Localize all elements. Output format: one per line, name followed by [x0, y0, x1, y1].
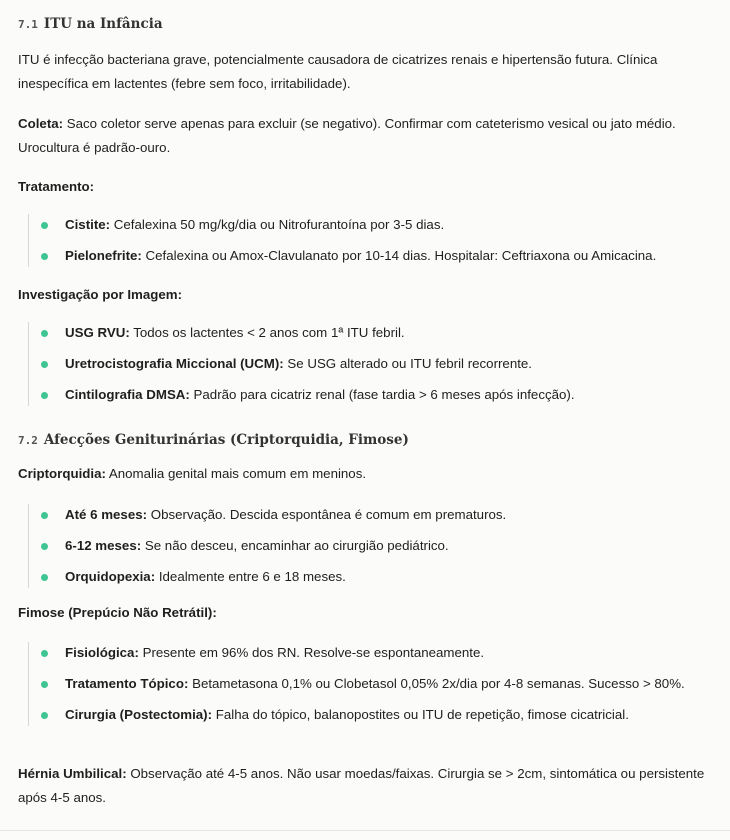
section-7-2-title — [18, 432, 409, 448]
item-label: USG RVU: — [65, 325, 130, 340]
itu-intro: ITU é infecção bacteriana grave, potencialmente causadora de cicatrizes renais e hipertensão futura. Clínica inespecífica em lactentes (febre sem foco, irritabilidade). — [18, 52, 658, 91]
section-number: 7.2 — [18, 434, 38, 447]
imagem-heading — [18, 283, 718, 307]
criptorquidia-label: Criptorquidia: — [18, 466, 106, 481]
bullet-dot — [41, 543, 48, 550]
hernia-paragraph — [18, 762, 718, 810]
coleta-text: Saco coletor serve apenas para excluir (se negativo). Confirmar com cateterismo vesical ou jato médio. Urocultura é padrão-ouro. — [18, 116, 676, 155]
item-label: Cistite: — [65, 217, 111, 232]
item-label: 6-12 meses: — [65, 538, 142, 553]
item-label: Orquidopexia: — [65, 569, 156, 584]
list-item — [29, 384, 709, 406]
criptorquidia-paragraph — [18, 462, 718, 486]
item-text: Betametasona 0,1% ou Clobetasol 0,05% 2x/dia por 4-8 semanas. Sucesso > 80%. — [188, 676, 685, 691]
item-text: Falha do tópico, balanopostites ou ITU de repetição, fimose cicatricial. — [212, 707, 629, 722]
criptorquidia-list — [28, 504, 709, 588]
list-item — [29, 642, 709, 664]
criptorquidia-text: Anomalia genital mais comum em meninos. — [105, 466, 367, 481]
coleta-label: Coleta: — [18, 116, 64, 131]
bullet-dot — [41, 650, 48, 657]
bullet-dot — [41, 574, 48, 581]
fimose-heading-text: Fimose (Prepúcio Não Retrátil): — [18, 605, 217, 620]
bullet-dot — [41, 330, 48, 337]
item-label: Pielonefrite: — [65, 248, 142, 263]
list-item — [29, 704, 709, 726]
item-label: Fisiológica: — [65, 645, 139, 660]
item-text: Todos os lactentes < 2 anos com 1ª ITU febril. — [129, 325, 405, 340]
fimose-heading — [18, 601, 718, 625]
list-item — [29, 504, 709, 526]
list-item — [29, 214, 709, 236]
coleta-paragraph — [18, 112, 718, 160]
section-number: 7.1 — [18, 18, 38, 31]
item-text: Se não desceu, encaminhar ao cirurgião pediátrico. — [141, 538, 449, 553]
item-label: Uretrocistografia Miccional (UCM): — [65, 356, 284, 371]
item-text: Cefalexina 50 mg/kg/dia ou Nitrofurantoína por 3-5 dias. — [110, 217, 445, 232]
fimose-list — [28, 642, 709, 726]
hernia-label: Hérnia Umbilical: — [18, 766, 127, 781]
item-label: Cintilografia DMSA: — [65, 387, 190, 402]
bullet-dot — [41, 512, 48, 519]
imagem-list — [28, 322, 709, 406]
list-item — [29, 245, 709, 267]
tratamento-list — [28, 214, 709, 267]
hernia-text: Observação até 4-5 anos. Não usar moedas/faixas. Cirurgia se > 2cm, sintomática ou persistente após 4-5 anos. — [18, 766, 705, 805]
list-item — [29, 566, 709, 588]
item-text: Padrão para cicatriz renal (fase tardia > 6 meses após infecção). — [189, 387, 575, 402]
item-label: Cirurgia (Postectomia): — [65, 707, 213, 722]
bullet-dot — [41, 712, 48, 719]
item-text: Presente em 96% dos RN. Resolve-se espontaneamente. — [138, 645, 485, 660]
section-7-1-title — [18, 16, 163, 32]
tratamento-heading-text: Tratamento: — [18, 179, 95, 194]
bottom-divider — [0, 830, 730, 831]
bullet-dot — [41, 222, 48, 229]
section-title-text: Afecções Geniturinárias (Criptorquidia, Fimose) — [43, 432, 409, 448]
bullet-dot — [41, 361, 48, 368]
bullet-dot — [41, 253, 48, 260]
item-label: Tratamento Tópico: — [65, 676, 189, 691]
imagem-heading-text: Investigação por Imagem: — [18, 287, 183, 302]
item-label: Até 6 meses: — [65, 507, 148, 522]
bullet-dot — [41, 392, 48, 399]
section-title-text: ITU na Infância — [43, 16, 163, 32]
item-text: Idealmente entre 6 e 18 meses. — [155, 569, 346, 584]
list-item — [29, 535, 709, 557]
item-text: Se USG alterado ou ITU febril recorrente. — [283, 356, 533, 371]
list-item — [29, 353, 709, 375]
list-item — [29, 322, 709, 344]
item-text: Observação. Descida espontânea é comum em prematuros. — [147, 507, 507, 522]
tratamento-heading — [18, 175, 718, 199]
item-text: Cefalexina ou Amox-Clavulanato por 10-14 dias. Hospitalar: Ceftriaxona ou Amicacina. — [141, 248, 657, 263]
list-item — [29, 673, 709, 695]
bullet-dot — [41, 681, 48, 688]
